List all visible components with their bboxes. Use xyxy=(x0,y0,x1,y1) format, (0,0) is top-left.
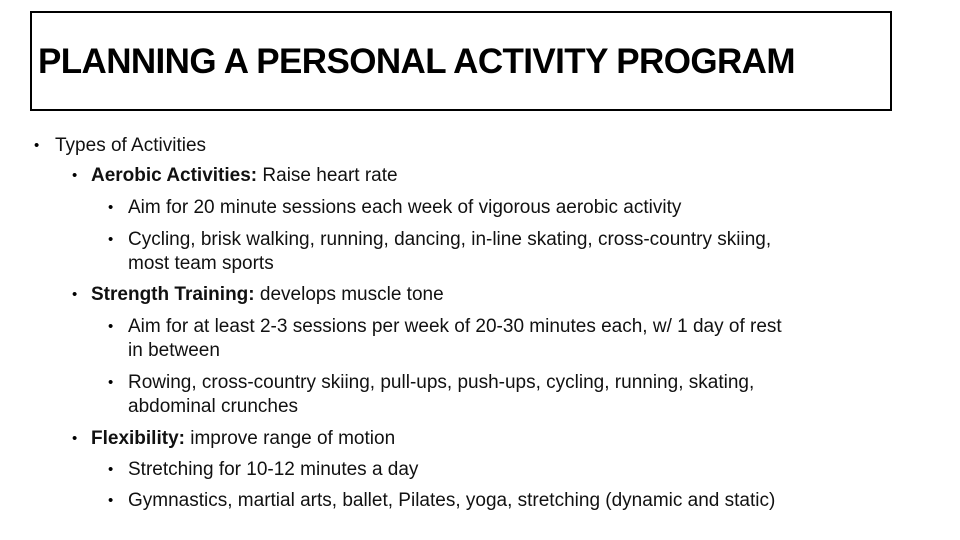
list-item-aerobic-sub1: Aim for 20 minute sessions each week of vigorous aerobic activity xyxy=(128,197,682,218)
bullet-icon: • xyxy=(108,461,114,478)
bullet-icon: • xyxy=(72,430,78,447)
flexibility-label: Flexibility: xyxy=(91,428,185,449)
flexibility-text: improve range of motion xyxy=(190,428,396,449)
list-item-flexibility-sub1: Stretching for 10-12 minutes a day xyxy=(128,459,419,480)
list-item-strength-sub1-line1: Aim for at least 2-3 sessions per week of 20-30 minutes each, w/ 1 day of rest xyxy=(128,316,782,337)
list-item-strength-sub1-line2: in between xyxy=(128,340,220,361)
bullet-icon: • xyxy=(108,318,114,335)
list-item-flexibility xyxy=(91,427,395,451)
bullet-icon: • xyxy=(108,374,114,391)
aerobic-label: Aerobic Activities: xyxy=(91,165,258,186)
list-item-flexibility-sub2: Gymnastics, martial arts, ballet, Pilates, yoga, stretching (dynamic and static) xyxy=(128,490,776,511)
aerobic-text: Raise heart rate xyxy=(262,165,398,186)
strength-label: Strength Training: xyxy=(91,284,255,305)
list-item-strength-sub2-line1: Rowing, cross-country skiing, pull-ups, push-ups, cycling, running, skating, xyxy=(128,372,755,393)
slide-title: PLANNING A PERSONAL ACTIVITY PROGRAM xyxy=(38,42,795,81)
list-item-aerobic xyxy=(91,164,398,188)
strength-text: develops muscle tone xyxy=(259,284,444,305)
bullet-icon: • xyxy=(34,137,40,154)
bullet-icon: • xyxy=(108,492,114,509)
bullet-icon: • xyxy=(72,167,78,184)
list-item-aerobic-sub2-line1: Cycling, brisk walking, running, dancing, in-line skating, cross-country skiing, xyxy=(128,229,772,250)
title-box xyxy=(30,11,892,111)
list-item-aerobic-sub2-line2: most team sports xyxy=(128,253,274,274)
list-item-strength xyxy=(91,283,444,307)
bullet-icon: • xyxy=(108,199,114,216)
list-item-strength-sub2-line2: abdominal crunches xyxy=(128,396,299,417)
list-item-types: Types of Activities xyxy=(55,135,207,156)
bullet-icon: • xyxy=(108,231,114,248)
bullet-icon: • xyxy=(72,286,78,303)
